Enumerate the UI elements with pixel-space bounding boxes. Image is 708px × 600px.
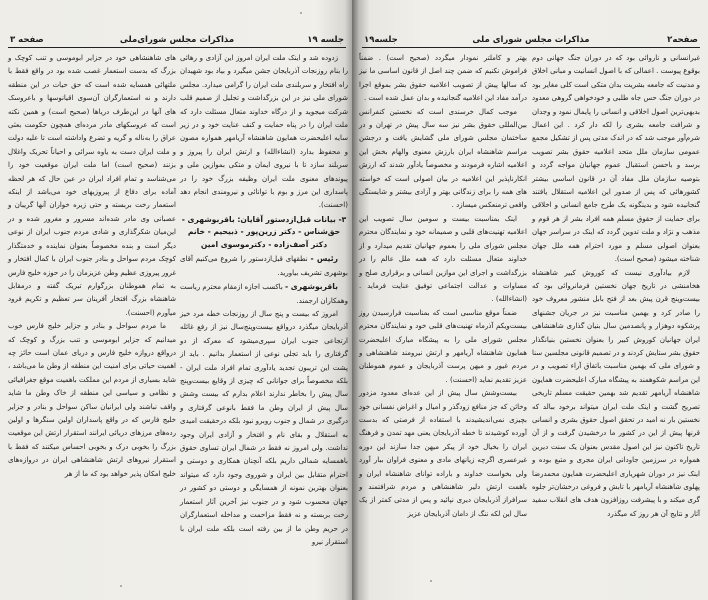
section-heading: ۳- بیانات قبل‌ازدستور آقایان: باقربوشهری - حق‌شناس - دکتر زرین‌پور - ذبیحیم - خانم دکتر آصف‌زاده - دکترموسوی امین [181, 214, 347, 249]
header-title: مذاکرات مجلس شورای‌ملی [119, 35, 235, 45]
speech-text: نطقهای قبل‌ازدستور را شروع می‌کنیم آقای بوشهری تشریف بیاورید. [180, 255, 348, 277]
paragraph: زدوده شد و اینک ملت ایران امروز این آزادی و رهائی را بنام روزنجات آذربایجان جشن میگیرد و بیاد بود شهیدان راه افتخار و سربلندی ملت ایران را گرامی میدارد. مجلس شورای ملی نیز در این بزرگداشت و تجلیل از صمیم قلب شرکت میجوید و از درگاه خداوند متعال مسئلت دارد که ملت ایران را در پناه حمایت و کنف عنایت خود و در زیر سایه اعلیحضرت همایون شاهنشاه آریامهر همواره مصون و محفوظ بدارد (انشاءالله) و ارتش ایران را پیروز و سربلند سازد تا با نیروی ایمان و متکی بموازین ملی و پیوندهای معنوی ملت ایران وظیفه بزرگ خود را در پاسداری این مرز و بوم با توانائی و نیرومندی انجام دهد (احسنت). [180, 54, 348, 210]
speaker-name: باقربوشهری - [285, 282, 338, 292]
paragraph: امروز که بیست و پنج سال از روزنجات خطه مرد خیز آذربایجان میگذرد درواقع بیست‌وپنج‌سال نیز از رفع غائله ارتجاعی جنوب ایران سپری‌میشود که معرکه از دو گرفتاری را باید تجلی نوعی از استعمار بدانیم . باید از پشت این تریبون تجدید یادآوری تمام افراد ملت ایران - بلکه مخصوصاً برای جوانانی که چیزی از وقایع بیست‌وپنج سال پیش را بخاطر ندارند اعلام بدارم که بیست وشش سال پیش از ایران وطن ما فقط بانوعی گرفتاری و درگیری در شمال و جنوب روبرو نبود بلکه درحقیقت امیدی به استقلال و بقای نام و افتخار و آزادی ایران وجود نداشت. ولی امروز نه فقط در شمال ایران تساوی حقوق باهمسایه شمالی داریم بلکه آنچنان همکاری و دوستی و احترام متقابل بین ایران و شوروی وجود دارد که میتواند بعنوان بهترین نمونه از همسایگی و دوستی دو کشور در جهان محسوب شود و در جنوب نیز آخرین آثار استعمار رخت بربسته و نه فقط مزاحمت و مداخله استعمارگران در حریم وطن ما از بین رفته است بلکه ملت ایران با استقرار نیرو [180, 310, 348, 546]
session-number: جلسه ۱۹ [307, 35, 344, 45]
page-number: صفحه۲ [667, 35, 698, 45]
page-number: صفحه ۳ [10, 35, 44, 45]
speaker-name: رئیس - [310, 254, 338, 264]
paragraph [180, 252, 348, 280]
text-column-left [359, 52, 527, 521]
text-column-right [180, 52, 348, 549]
paragraph: بهتر و کاملتر نمودار میگردد (صحیح است) . ضمناً فراموش نکنیم که ضمن چند اصل از قانون اساسی ما نیز که سالها پیش از تصویب اعلامیه حقوق بشر بموقع اجرا درآمد مفاد این اعلامیه گنجانیده و بدان عمل شده است . [359, 54, 527, 103]
text-column-left [8, 52, 176, 481]
paragraph: بیست‌وشش سال پیش از این عده‌ای معدود مزدور وخائن که جز منافع زودگذر و امیال و اغراض نفسانی خود بچیزی نمی‌اندیشیدند با استفاده از فرصتی که بدست آورده کوشیدند تا خطه آذربایجان یعنی مهد تمدن و فرهنگ ایران را بخیال خود از پیکر میهن جدا سازند این دوره غیرعسری اگرچه زیانهای مادی و معنوی فراوان ببار آورد ولی بخواست خداوند و باراده توانای شاهنشاه ایران و باهمت ارتش دلیر شاهنشاهی و مردم شرافتمند و سرافراز آذربایجان دیری نپائید و پس از مدتی کمتر از یک سال این لکه ننگ از دامان آذربایجان عزیز [359, 389, 527, 518]
paragraph: ما مردم سواحل و بنادر و جزایر خلیج فارس خوب میدانیم که جزایر ابوموسی و تنب بزرگ و کوچک که درواقع دروازه خلیج فارس و دریای عمان است حائز چه اهمیت حیاتی برای امنیت این منطقه از وطن ما می‌باشد ، شاید بسیاری از مردم این مملکت باهمیت موقع جغرافیائی و نظامی و سیاسی این منطقه از خاک وطن ما شاید واقف نباشند ولی ایرانیان ساکن سواحل و بنادر و جزایر خلیج فارس که در واقع پاسداران اولین سنگرها و اولین رده‌های مرزهای دریائی ایرانند استقرار ارتش این موقعیت بزرگ را بخوبی درک و بخوبی احساس میکنند که فقط با استقرار نیروهای ارتش شاهنشاهی ایران در دروازه‌های خلیج امکان پذیر خواهد بود که ما از هر [8, 322, 176, 478]
scan-speck [120, 585, 122, 587]
paragraph: موجب کمال خرسندی است که نخستین کنفرانس بین‌المللی حقوق بشر نیز سه سال پیش در تهران و در ساختمان مجلس شورای ملی گشایش یافت و درجشن مراسم شاهنشاه ایران بارزش معنوی والهام بخش این اعلامیه اشاره فرمودند و مخصوصاً یادآور شدند که ارزش انکارناپذیر این اعلامیه در بیان اصولی است که خواسته های همه را برای زندگانی بهتر و آزادی بیشتر و شایستگی واقعی ترمنعکس میسازد . [359, 107, 527, 210]
text-column-right [532, 52, 700, 521]
paragraph: غیرانسانی و ناروائی بود که در دوران جنگ جهانی دوم بوقوع پیوست . اعمالی که با اصول انسانیت و مبانی اخلاق و مدنیت که جامعه بشریت بدان متکی است کلی مغایر بود در دوران جنگ حس جاه طلبی و خودخواهی گروهی معدود بدیهی‌ترین اصول اخلاقی و انسانی را پایمال نمود و وجدان و شرافت جامعه بشری را لکه دار کرد . این اعمال شرم‌آور موجب شد که در اندک مدتی پس از تشکیل مجمع عمومی سازمان ملل متحد اعلامیه حقوق بشر تصویب برسد و باحسن استقبال عموم جهانیان مواجه گردد و بتوصیه سازمان ملل مفاد آن در قانون اساسی بیشتر کشورهائی که پس از صدور این اعلامیه استقلال یافتند گنجانیده شود و بدینگونه یک طرح جامع انسانی و اخلاقی برای حمایت از حقوق مسلم همه افراد بشر از هر قوم و مذهب و نژاد و ملت تدوین گردد که اینک در سراسر جهان بعنوان اصولی مسلم و مورد احترام همه ملل جهان شناخته میشود (صحیح است). [532, 54, 700, 264]
paragraph: اینک بمناسبت بیست و سومین سال تصویب این اعلامیه تهنیت‌های قلبی و صمیمانه خود و نمایندگان محترم مجلس شورای ملی را بعموم جهانیان تقدیم میدارد و از خداوند متعال مسئلت دارد که همه ملل عالم را در بزرگداشت و اجرای این موازین انسانی و برقراری صلح و مساوات و عدالت اجتماعی توفیق عنایت فرماید . (انشاءالله) . [359, 214, 527, 304]
header-title: مذاکرات مجلس شورای ملی [472, 35, 590, 45]
paragraph: ضمناً موقع مناسبی است که بمناسبت فرارسیدن روز بیست‌ویکم آذرماه تهنیت‌های قلبی خود و نمایندگان محترم مجلس شورای ملی را به پیشگاه مبارک اعلیحضرت همایون شاهنشاه آریامهر و ارتش نیرومند شاهنشاهی و مردم غیور و میهن پرست آذربایجان و عموم هموطنان عزیز تقدیم نماید (احسنت) . [359, 308, 527, 384]
page-header [362, 34, 700, 48]
paragraph: های شاهنشاهی خود در جزایر ابوموسی و تنب کوچک و بزرگ که بدست استعمار غصب شده بود در واقع فقط با ملتهائی همسایه شده است که حق حیات در این منطقه دارند و نه استعمارگران آن‌سوی اقیانوسها و باعروسک های آنها در این‌طرف دریاها (صحیح است) و همین نکته است که عروسکهای مادر مرده‌ای همچون حکومت بعثی عراق را به‌ناله و گریه و تضرع واداشته است تا علیه دولت و ملت ایران دست به یاوه سرائی و احیاناً تحریک واغلال بزنند (صحیح است) اما ملت ایران موقعیت خود را می‌شناسد و تمام افراد ایران در عین حال که هر لحظه آماده برای دفاع از پیروزیهای خود می‌باشد از اینکه استعمار رخت بربسته و حتی زیره خواران آنها گریبان و عصبانی وی مادر شده‌اند مسرور و مغرور شده و در این‌میان شکرگذاری و شادی مردم جنوب ایران از نوعی دیگر است و بنده مخصوصاً بعنوان نماینده و خدمتگذار کوچک مردم سواحل و بنادر جنوب ایران با کمال افتخار و غرور پیروزی عظیم وطن عزیزمان را در حوزه خلیج فارس به تمام هموطنان بزرگوارم تبریک گفته و درمقابل شاهنشاه بزرگ افتخار آفرینان سر تعظیم و تکریم فرود میآورم (احسنت). [8, 54, 176, 317]
paragraph: لازم بیادآوری نیست که کوروش کبیر شاهنشاه هخامنشی در تاریخ جهان نخستین فرمانروائی بود که بیست‌وپنج قرن پیش بعد از فتح بابل منشور معروف خود را صادر کرد و بهمین مناسبت نیز در جریان جشنهای پرشکوه دوهزار و پانصدمین سال بنیان گذاری شاهنشاهی ایران جهانیان کوروش کبیر را بعنوان نخستین بنیانگذار حقوق بشر ستایش کردند و در تصمیم قانونی مجلسین سنا و شورای ملی که بهمین مناسبت باتفاق آراء تصویب و در این مراسم شکوهمند به پیشگاه مبارک اعلیحضرت همایون شاهنشاه آریامهر تقدیم شد بهمین حقیقت مسلم تاریخی تصریح گشت و اینک ملت ایران میتواند برخود ببالد که نخستین بار نه امید در تحقق اصول حقوق بشری و انسانی قرنها پیش از این در کشور ما درخشیدن گرفت و از آن تاریخ تاکنون نیز این اصول مقدس بعنوان یک سنت دیرین همواره در سرزمین جاودانی ایران مجری و متبع بوده و اینک نیز در دوران شهریاری اعلیحضرت همایون محمدرضا پهلوی شاهنشاه آریامهر با تابش و فروغی درخشان‌تر جلوه گری میکند و با پیشرفت روزافزون هدف های انقلاب سفید آثار و نتایج آن هر روز که میگذرد [532, 268, 700, 518]
left-page [0, 0, 352, 600]
scan-speck [300, 12, 302, 14]
scan-speck [430, 580, 432, 582]
right-page [352, 0, 708, 600]
session-number: جلسه۱۹ [364, 35, 398, 45]
paragraph [180, 280, 348, 308]
speech-text: باکسب اجازه ازمقام محترم ریاست وهمکاران ارجمند. [180, 283, 348, 305]
page-header [8, 34, 346, 48]
